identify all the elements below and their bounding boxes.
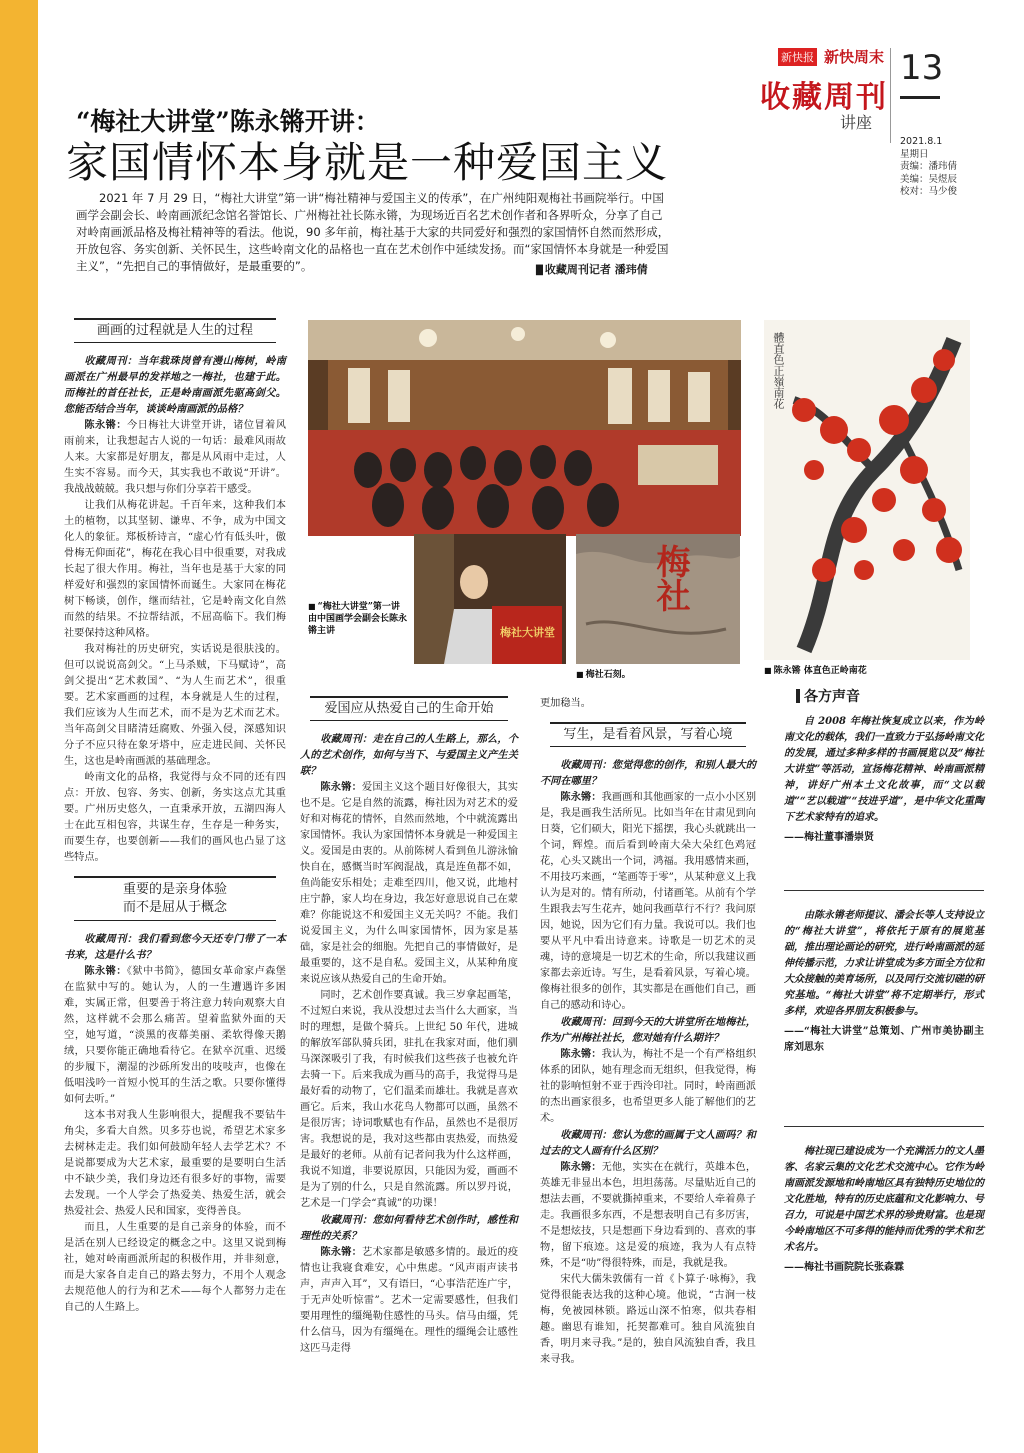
stone-inscription: 梅社 [650, 544, 690, 612]
subhead-line: 而不是屈从于概念 [122, 900, 227, 915]
question: 收藏周刊：当年栽珠岗曾有漫山梅树，岭南画派在广州最早的发祥地之一梅社，也建于此。而梅社的首任社长，正是岭南画派先驱高剑父。您能否结合当年，谈谈岭南画派的品格？ [64, 355, 286, 415]
page-number-rule [900, 96, 940, 99]
paragraph: 同时，艺术创作要真诚。我三岁拿起画笔，不过短白来说，我从没想过去当什么大画家，当时的理想，是做个骑兵。上世纪 50 年代，进城的解放军部队骑兵团，驻扎在我家对面，他们驯马深深吸引了我，有时候我们这些孩子也被允许去骑一下。后来我成为画马的高手，我觉得马是最好看的动物了，它们温柔而雄壮。我就是喜欢画它。后来，我山水花鸟人物都可以画，虽然不是很厉害；诗词歌赋也有作品，虽然也不是很厉害。我想说的是，我对这些都由衷热爱，而热爱是最好的老师。从前有记者问我为什么这样画，我说不知道，非要说原因，只能因为爱，画画不是为了别的什么，只是自然流露。所以罗丹说，艺术是一门学会“真诚”的功课！ [300, 990, 518, 1209]
question: 收藏周刊：您如何看待艺术创作时，感性和理性的关系？ [300, 1214, 518, 1242]
answer-text: 爱国主义这个题目好像很大，其实也不是。它是自然的流露，梅社因为对艺术的爱好和对梅花的情怀，自然而然地，个中就流露出家国情怀。我认为家国情怀本身就是一种爱国主义。爱国是由衷的。从前陈树人看到鱼儿游泳愉快自在，感慨当时军阀混战，真是连鱼都不如，鱼尚能安乐相处；走难至四川，他又说，此地村庄宁静，家人均在身边，我怎好意思说自己在蒙难？你能说这不和爱国主义无关吗？不能。我们说爱国主义，为什么叫家国情怀，因为家是基础，家是社会的细胞。先把自己的事情做好，是最重要的，这不是自私。爱国主义，从某种角度来说应该从热爱自己的生命开始。 [300, 782, 519, 985]
subhead-experience [74, 876, 276, 921]
answer-text: 我认为，梅社不是一个有严格组织体系的团队，她有理念而无组织，但我觉得，梅社的影响恒射不亚于西泠印社。同时，岭南画派的杰出画家很多，也希望更多人能了解他们的艺术。 [540, 1049, 757, 1124]
answer-text: 今日梅社大讲堂开讲，诸位冒着风雨前来，让我想起古人说的一句话：最难风雨故人来。大家都是好朋友，都是从风雨中走过，人生实不容易。而今天，其实我也不敢说“开讲”。我战战兢兢。我只想与你们分享若干感受。 [64, 420, 287, 495]
stone-carving-photo [576, 534, 740, 664]
column-3 [540, 696, 756, 1368]
designer-credit: 美编：吴煜辰 [900, 173, 958, 185]
stone-photo-caption: ■ 梅社石刻。 [576, 668, 631, 681]
answer-text: 我画画和其他画家的一点小小区别是，我是画我生活所见。比如当年在甘肃见到向日葵，它们硕大，阳光下摇摆，我心头就跳出一个词，辉煌。而后看到岭南大朵大朵红色鸡冠花，心头又跳出一个词，鸿福。我用感情来画，不用技巧来画，“笔画等于零”，从某种意义上我认为是对的。情有所动，付诸画笔。从前有个学生跟我去写生花卉，她问我画草行不行？我问原因，她说，因为它们有力量。我说可以。我们也要从平凡中看出诗意来。诗歌是一切艺术的灵魂，诗的意境是一切艺术的生命，所以我建议画家都去亲近诗。写生，是看着风景，写着心境。像梅社很多的创作，其实都是在画他们自己，画自己的感动和诗心。 [540, 792, 757, 1011]
voice-divider [784, 890, 984, 891]
voice-3 [784, 1144, 984, 1276]
speaker-image [414, 534, 566, 664]
voice-divider [784, 1126, 984, 1127]
speaker-label: 陈永锵： [84, 965, 127, 977]
editor-credit: 责编：潘玮倩 [900, 161, 958, 172]
speaker-label: 陈永锵： [84, 419, 127, 431]
issue-date: 2021.8.1 [900, 136, 943, 147]
question: 收藏周刊：您觉得您的创作，和别人最大的不同在哪里？ [540, 759, 756, 787]
subhead-process: 画画的过程就是人生的过程 [74, 318, 276, 343]
subhead-line: 重要的是亲身体验 [122, 882, 227, 897]
issue-meta [900, 136, 957, 199]
question: 收藏周刊：我们看到您今天还专门带了一本书来，这是什么书？ [64, 933, 286, 961]
subhead-sketching: 写生，是看着风景，写着心境 [550, 722, 746, 747]
subhead-patriotism: 爱国应从热爱自己的生命开始 [310, 696, 508, 721]
voice-text: 自 2008 年梅社恢复成立以来，作为岭南文化的载体，我们一直致力于弘扬岭南文化的发展，通过多种多样的书画展览以及“梅社大讲堂”等活动，宣扬梅花精神、岭南画派精神，讲好广州本土文化故事，而“文以载道”“艺以载道”“技进乎道”，是中华文化重陶下艺术家特有的追求。 [784, 716, 984, 823]
lecture-hall-image [308, 320, 741, 536]
paragraph: 让我们从梅花讲起。千百年来，这种我们本土的植物，以其坚韧、谦卑、不争，成为中国文化人的象征。郑板桥诗言，“虚心竹有低头叶，傲骨梅无仰面花”，梅花在我心目中很重要，对我成长起了很大作用。梅社，当年也是基于大家的同样爱好和强烈的家国情怀而诞生。大家同在梅花树下畅谈，创作，继而结社，它是岭南文化自然而然的结果。不拉帮结派，不屈高临下。我们梅社要保持这种风格。 [64, 500, 286, 639]
proofreader-credit: 校对：马少俊 [900, 186, 958, 197]
lecture-hall-photo [308, 320, 741, 536]
article-lede: 2021 年 7 月 29 日，“梅社大讲堂”第一讲“梅社精神与爱国主义的传承”，在广州纯阳观梅社书画院举行。中国画学会副会长、岭南画派纪念馆名誉馆长、广州梅社社长陈永锵，为现场近百名艺术创作者和各界听众，分享了自己对岭南画派品格及梅社精神等的看法。他说，90 多年前，梅社基于大家的共同爱好和强烈的家国情怀自然而然形成，开放包容、务实创新、关怀民生，这些岭南文化的品格也一直在艺术创作中延续发扬。而“家国情怀本身就是一种爱国主义”，“先把自己的事情做好，是最重要的”。 [76, 191, 670, 273]
answer-text: 《狱中书简》，德国女革命家卢森堡在监狱中写的。她认为，人的一生遭遇许多困难，实属正常，但要善于将注意力转向观察大自然，这样就不会那么痛苦。望着监狱外面的天空，她写道，“淡黑的夜幕美丽、柔软得像天鹅绒，只要你能正确地看待它。在狱卒沉重、迟缓的步履下，潮湿的沙砾所发出的吱吱声，也像在低唱浅吟一首短小悦耳的生活之歌。只要你懂得如何去听。” [64, 966, 286, 1105]
article-headline: 家国情怀本身就是一种爱国主义 [66, 138, 669, 187]
section-tag: 讲座 [840, 113, 873, 132]
paragraph: 岭南文化的品格，我觉得与众不同的还有四点：开放、包容、务实、创新，务实这点尤其重要。广州历史悠久，一直秉承开放，五湖四海人士在此互相包容，共谋生存，生存是一种务实，而要生存，也要创新——我们的画风也凸显了这些特点。 [64, 772, 286, 863]
voice-2 [784, 908, 984, 1056]
xkb-logo: 新快报 [778, 48, 817, 66]
article-byline: █ 收藏周刊记者 潘玮倩 [536, 261, 648, 277]
answer-text: 艺术家都是敏感多情的。最近的疫情也让我寝食难安，心中焦虑。“风声雨声读书声，声声入耳”，又有语曰，“心事浩茫连广宇，于无声处听惊雷”。艺术一定需要感性，但我们要用理性的缰绳勒住感性的马头。信马由缰，凭什么信马，因为有缰绳在。理性的缰绳会让感性这匹马走得 [300, 1247, 519, 1354]
paragraph-continued: 更加稳当。 [540, 698, 591, 709]
voice-signature: ——梅社书画院院长张森霖 [784, 1262, 904, 1273]
voices-title: 各方声音 [796, 686, 860, 706]
answer [300, 1244, 518, 1357]
answer [64, 963, 286, 1108]
speaker-label: 陈永锵： [560, 791, 602, 803]
speaker-photo [414, 534, 566, 664]
paragraph: 这本书对我人生影响很大，提醒我不要钻牛角尖，多看大自然。贝多芬也说，希望艺术家多去树林走走。我们如何鼓励年轻人去学艺术？不是说都要成为大艺术家，最重要的是要明白生活中不缺少美，我们身边还有很多好的事物，需要去发现。一个人学会了热爱美、热爱生活，就会热爱社会、热爱人民和国家，变得善良。 [64, 1110, 286, 1217]
voice-text: 梅社现已建设成为一个充满活力的文人墨客、名家云集的文化艺术交流中心。它作为岭南画派发源地和岭南地区具有独特历史地位的文化胜地，特有的历史底蕴和文化影响力、号召力，可说是中国艺术界的珍贵财富。也是现今岭南地区不可多得的能持而优秀的学术和艺术名片。 [784, 1146, 984, 1253]
page-number: 13 [900, 48, 944, 88]
paragraph: 我对梅社的历史研究，实话说是很肤浅的。但可以说说高剑父。“上马杀贼，下马赋诗”，高剑父提出“艺术救国”、“为人生而艺术”，很重要。艺术家画画的过程，本身就是人生的过程，我们应该为人生而艺术，而不是为艺术而艺术。当年高剑父目睹清廷腐败、外强入侵，深感知识分子不应只待在象牙塔中，应走进民间、关怀民生，这也是岭南画派的基础理念。 [64, 644, 286, 767]
answer [300, 779, 518, 988]
voice-1 [784, 714, 984, 846]
speaker-label: 陈永锵： [320, 1246, 363, 1258]
voice-signature: ——梅社董事潘崇贤 [784, 832, 874, 843]
answer [540, 1159, 756, 1272]
speaker-label: 陈永锵： [560, 1161, 602, 1173]
question: 收藏周刊：您认为您的画属于文人画吗？和过去的文人画有什么区别？ [540, 1129, 756, 1157]
brand-title: 收藏周刊 [760, 80, 888, 115]
page-edge-strip [0, 0, 38, 1453]
answer-text: 无他，实实在在就行，英雄本色，英雄无非显出本色，坦坦荡荡。尽量贴近自己的想法去画，不要就撕掉重来，不要给人牵着鼻子走。我画很多东西，不是想表明自己有多厉害，不是想炫技，只是想画下身边看到的、喜欢的事物，留下痕迹。这是爱的痕迹，我为人有点特殊，不是“叻”得很特殊，而是，我就是我。 [540, 1162, 757, 1269]
question: 收藏周刊：回到今天的大讲堂所在地梅社，作为广州梅社社长，您对她有什么期许？ [540, 1016, 756, 1044]
speaker-photo-caption: ■ “梅社大讲堂”第一讲由中国画学会副会长陈永锵主讲 [308, 600, 408, 637]
speaker-label: 陈永锵： [320, 781, 363, 793]
paragraph: 而且，人生重要的是自己亲身的体验，而不是活在别人已经设定的概念之中。这里又说到梅社，她对岭南画派所起的积极作用，并非刻意，而是大家各自走自己的路去努力，不用个人观念去规范他人的行为和艺术——每个人都努力走在自己的人生路上。 [64, 1222, 286, 1313]
issue-weekday: 星期日 [900, 148, 929, 160]
newspaper-page [48, 18, 1013, 1438]
answer [64, 417, 286, 498]
masthead-divider [890, 48, 891, 143]
column-2 [300, 696, 518, 1357]
answer [540, 1046, 756, 1127]
article-kicker: “梅社大讲堂”陈永锵开讲： [76, 107, 380, 136]
painting-photo-caption: ■ 陈永锵 体直色正岭南花 [764, 664, 867, 677]
plum-painting-image [764, 320, 970, 660]
voice-text: 由陈永锵老师提议、潘会长等人支持设立的“梅社大讲堂”，将依托于原有的展览基础，推出理论画论的研究，进行岭南画派的延伸传播示范，力求让讲堂成为多方面全方位和大众接触的美育场所，以及同行交流切磋的研究基地。“梅社大讲堂”将不定期举行，形式多样，欢迎各界朋友积极参与。 [784, 910, 984, 1017]
painting-inscription: 體直色正嶺南花 [772, 332, 785, 409]
column-1 [64, 318, 286, 1316]
voice-signature: ——“梅社大讲堂”总策划、广州市美协副主席刘思东 [784, 1026, 984, 1053]
weekly-name: 新快周末 [824, 48, 885, 66]
speaker-label: 陈永锵： [560, 1048, 602, 1060]
plum-painting-photo [764, 320, 970, 660]
paragraph: 宋代大儒朱敦儒有一首《卜算子·咏梅》，我觉得很能表达我的这种心境。他说，“古涧一枝梅，免被园林锁。路远山深不怕寒，似共春相趣。幽思有谁知，托契都难可。独自风流独自香，明月来寻我。”是的，独自风流独自香，我且来寻我。 [540, 1274, 756, 1365]
question: 收藏周刊：走在自己的人生路上，那么，个人的艺术创作，如何与当下、与爱国主义产生关联？ [300, 733, 518, 777]
lecture-sign: 梅社大讲堂 [500, 626, 555, 639]
answer [540, 789, 756, 1014]
